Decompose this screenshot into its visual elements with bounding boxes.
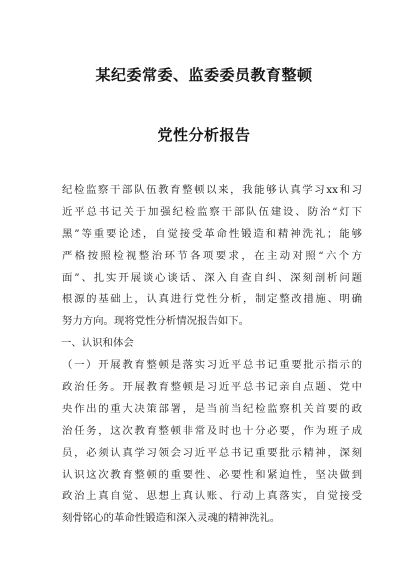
section-heading: 一、认识和体会 — [61, 337, 134, 350]
body-line: 近平总书记关于加强纪检监察干部队伍建设、防治“灯下 — [62, 205, 362, 218]
body-line: 政治上真自觉、思想上真认账、行动上真落实，自觉接受 — [62, 490, 362, 503]
body-line: 努力方向。现将党性分析情况报告如下。 — [62, 315, 250, 328]
body-line: 治任务，这次教育整顿非常及时也十分必要，作为班子成 — [62, 424, 362, 437]
body-line: 黑”等重要论述，自觉接受革命性锻造和精神洗礼；能够 — [62, 227, 362, 240]
body-line: 纪检监察干部队伍教育整顿以来，我能够认真学习xx和习 — [62, 184, 362, 196]
body-line: （一）开展教育整顿是落实习近平总书记重要批示指示的 — [62, 359, 362, 372]
body-line: 面”、扎实开展谈心谈话、深入自查自纠、深刻剖析问题 — [62, 271, 362, 284]
body-line: 员，必须认真学习领会习近平总书记重要批示精神，深刻 — [62, 446, 362, 459]
body-line: 严格按照检视整治环节各项要求，在主动对照“六个方 — [62, 249, 362, 262]
body-line: 认识这次教育整顿的重要性、必要性和紧迫性，坚决做到 — [62, 468, 362, 481]
document-body — [62, 180, 362, 530]
document-title: 某纪委常委、监委委员教育整顿 — [95, 66, 313, 84]
body-line: 央作出的重大决策部署，是当前当纪检监察机关首要的政 — [62, 402, 362, 415]
body-line: 刻骨铭心的革命性锻造和深入灵魂的精神洗礼。 — [62, 512, 281, 525]
document-subtitle: 党性分析报告 — [157, 126, 251, 144]
body-line: 政治任务。开展教育整顿是习近平总书记亲自点题、党中 — [62, 381, 362, 394]
body-line: 根源的基础上，认真进行党性分析，制定整改措施、明确 — [62, 293, 362, 306]
